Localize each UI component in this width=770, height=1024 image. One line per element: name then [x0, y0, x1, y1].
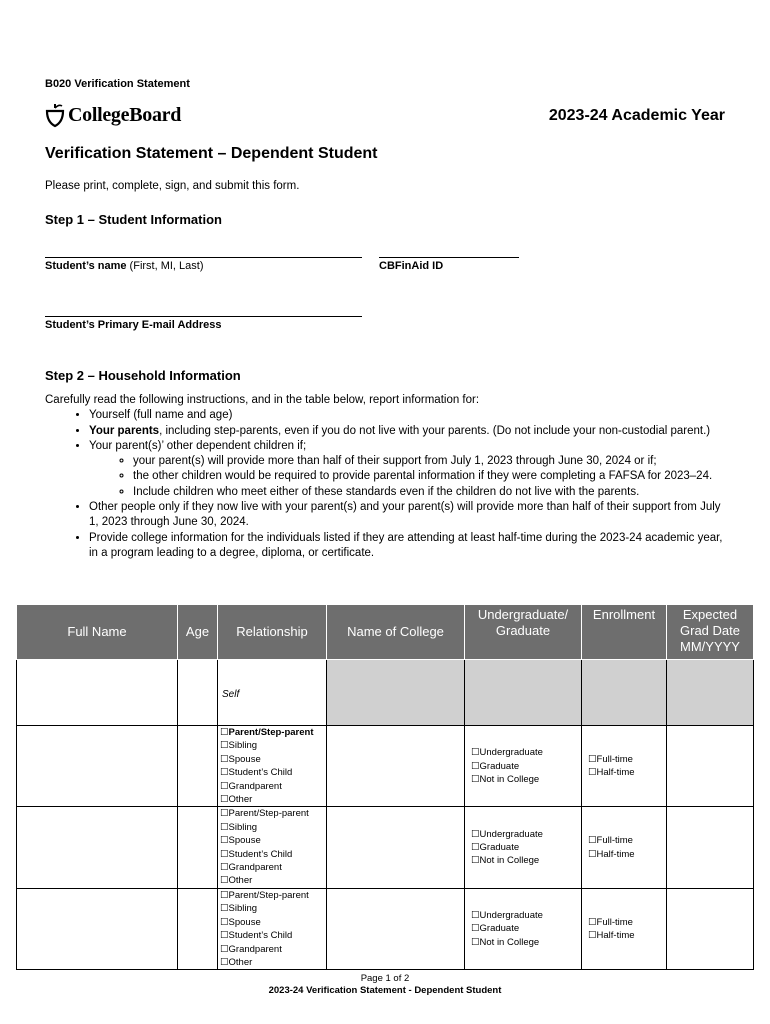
checkbox-full-time[interactable]: ☐Full-time	[588, 916, 633, 928]
checkbox-graduate[interactable]: ☐Graduate	[471, 841, 520, 853]
checkbox-grandparent[interactable]: ☐Grandparent	[220, 862, 282, 874]
sub-bullet-fafsa: ◦ the other children would be required to provide parental information if they were completing a FAFSA for 2023–24.	[133, 469, 725, 484]
checkbox-other[interactable]: ☐Other	[220, 956, 253, 968]
full-name-cell[interactable]	[17, 888, 178, 969]
enrollment-cell	[582, 726, 667, 807]
checkbox-sibling[interactable]: ☐Sibling	[220, 821, 258, 833]
table-row	[17, 726, 754, 807]
checkbox-sibling[interactable]: ☐Sibling	[220, 903, 258, 915]
cbfinaid-id-label: CBFinAid ID	[379, 260, 444, 272]
college-cell[interactable]	[327, 807, 465, 888]
enrollment-cell	[582, 888, 667, 969]
checkbox-half-time[interactable]: ☐Half-time	[588, 930, 635, 942]
bullet-parents: • Your parents, including step-parents, even if you do not live with your parents. (Do not include your non-custodial parent.)	[89, 424, 725, 439]
checkbox-other[interactable]: ☐Other	[220, 794, 253, 806]
enrollment-cell	[582, 807, 667, 888]
grad-date-cell[interactable]	[667, 888, 754, 969]
checkbox-half-time[interactable]: ☐Half-time	[588, 767, 635, 779]
checkbox-sibling[interactable]: ☐Sibling	[220, 740, 258, 752]
student-name-line[interactable]	[45, 257, 362, 258]
bullet-yourself: • Yourself (full name and age)	[89, 408, 725, 423]
checkbox-spouse[interactable]: ☐Spouse	[220, 753, 261, 765]
checkbox-parent[interactable]: ☐Parent/Step-parent	[220, 808, 309, 820]
page-footer	[0, 973, 770, 997]
checkbox-parent[interactable]: ☐Parent/Step-parent	[220, 889, 309, 901]
checkbox-other[interactable]: ☐Other	[220, 875, 253, 887]
bullet-other-people: • Other people only if they now live with your parent(s) and your parent(s) will provide more than half of their support from July 1, 2023 through June 30, 2024.	[89, 500, 725, 531]
checkbox-graduate[interactable]: ☐Graduate	[471, 923, 520, 935]
step1-title: Step 1 – Student Information	[45, 212, 222, 227]
checkbox-students-child[interactable]: ☐Student’s Child	[220, 767, 293, 779]
household-table	[16, 604, 754, 970]
col-level: Undergraduate/ Graduate	[465, 605, 582, 660]
checkbox-undergraduate[interactable]: ☐Undergraduate	[471, 909, 543, 921]
checkbox-not-in-college[interactable]: ☐Not in College	[471, 855, 540, 867]
grad-date-cell[interactable]	[667, 726, 754, 807]
checkbox-half-time[interactable]: ☐Half-time	[588, 848, 635, 860]
relationship-cell	[218, 888, 327, 969]
checkbox-grandparent[interactable]: ☐Grandparent	[220, 780, 282, 792]
student-email-line[interactable]	[45, 316, 362, 317]
col-college: Name of College	[327, 605, 465, 660]
self-college-cell	[327, 660, 465, 726]
self-full-name-cell[interactable]	[17, 660, 178, 726]
footer-document-title: 2023-24 Verification Statement - Dependent Student	[268, 985, 502, 996]
household-instructions	[45, 393, 725, 561]
age-cell[interactable]	[178, 807, 218, 888]
age-cell[interactable]	[178, 888, 218, 969]
relationship-cell	[218, 726, 327, 807]
collegeboard-logo	[45, 100, 181, 130]
self-label: Self	[222, 688, 240, 700]
col-relationship: Relationship	[218, 605, 327, 660]
cbfinaid-id-line[interactable]	[379, 257, 519, 258]
student-name-label: Student’s name (First, MI, Last)	[45, 260, 204, 272]
self-relationship-cell	[218, 660, 327, 726]
table-header-row	[17, 605, 754, 660]
checkbox-graduate[interactable]: ☐Graduate	[471, 760, 520, 772]
checkbox-students-child[interactable]: ☐Student’s Child	[220, 848, 293, 860]
logo-wordmark: CollegeBoard	[68, 103, 182, 126]
col-enrollment: Enrollment	[582, 605, 667, 660]
checkbox-students-child[interactable]: ☐Student’s Child	[220, 930, 293, 942]
table-row	[17, 888, 754, 969]
age-cell[interactable]	[178, 726, 218, 807]
full-name-cell[interactable]	[17, 726, 178, 807]
checkbox-spouse[interactable]: ☐Spouse	[220, 916, 261, 928]
col-full-name: Full Name	[17, 605, 178, 660]
acorn-icon	[45, 102, 65, 128]
step2-title: Step 2 – Household Information	[45, 368, 241, 383]
relationship-cell	[218, 807, 327, 888]
instructions-intro: Carefully read the following instructions, and in the table below, report information for:	[45, 394, 480, 406]
self-enrollment-cell	[582, 660, 667, 726]
grad-date-cell[interactable]	[667, 807, 754, 888]
student-email-label: Student’s Primary E-mail Address	[45, 319, 222, 331]
college-cell[interactable]	[327, 726, 465, 807]
table-row-self	[17, 660, 754, 726]
sub-bullet-support: ◦ your parent(s) will provide more than half of their support from July 1, 2023 through June 30, 2024 or if;	[133, 454, 725, 469]
self-level-cell	[465, 660, 582, 726]
document-title: Verification Statement – Dependent Student	[45, 145, 378, 162]
form-instruction: Please print, complete, sign, and submit this form.	[45, 180, 300, 192]
checkbox-full-time[interactable]: ☐Full-time	[588, 835, 633, 847]
level-cell	[465, 888, 582, 969]
checkbox-not-in-college[interactable]: ☐Not in College	[471, 773, 540, 785]
checkbox-undergraduate[interactable]: ☐Undergraduate	[471, 747, 543, 759]
self-grad-date-cell	[667, 660, 754, 726]
bullet-dependent-children: • Your parent(s)’ other dependent children if; ◦ your parent(s) will provide more than half of their support from July 1, 2023 through June 30, 2024 or if; ◦ the other children would be required to provide parental information if they were completing a FAFSA for 2023–24. ◦ Include children who meet either of these standards even if the children do not live with the parents.	[89, 439, 725, 500]
checkbox-full-time[interactable]: ☐Full-time	[588, 753, 633, 765]
table-row	[17, 807, 754, 888]
college-cell[interactable]	[327, 888, 465, 969]
page-number: Page 1 of 2	[360, 973, 410, 984]
bullet-college-info: • Provide college information for the individuals listed if they are attending at least half-time during the 2023-24 academic year, in a program leading to a degree, diploma, or certificate.	[89, 531, 725, 562]
checkbox-undergraduate[interactable]: ☐Undergraduate	[471, 828, 543, 840]
col-age: Age	[178, 605, 218, 660]
checkbox-grandparent[interactable]: ☐Grandparent	[220, 943, 282, 955]
self-age-cell[interactable]	[178, 660, 218, 726]
checkbox-not-in-college[interactable]: ☐Not in College	[471, 936, 540, 948]
level-cell	[465, 807, 582, 888]
full-name-cell[interactable]	[17, 807, 178, 888]
checkbox-spouse[interactable]: ☐Spouse	[220, 835, 261, 847]
level-cell	[465, 726, 582, 807]
sub-bullet-include: ◦ Include children who meet either of these standards even if the children do not live with the parents.	[133, 485, 725, 500]
checkbox-parent[interactable]: ☐Parent/Step-parent	[220, 727, 314, 738]
academic-year: 2023-24 Academic Year	[548, 107, 725, 124]
form-code: B020 Verification Statement	[45, 78, 190, 90]
col-grad-date: Expected Grad Date MM/YYYY	[667, 605, 754, 660]
